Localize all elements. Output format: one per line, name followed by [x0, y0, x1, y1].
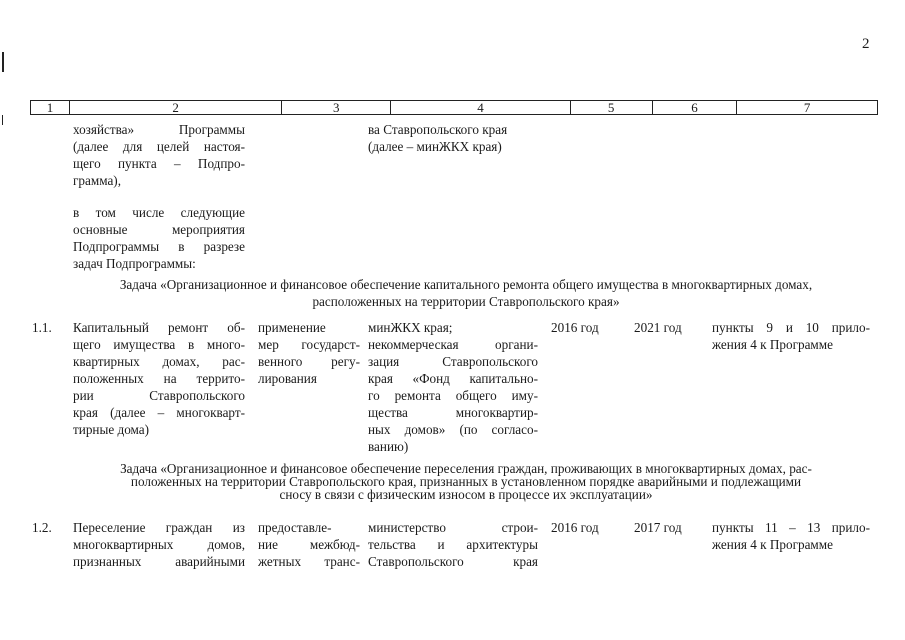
page-number: 2 [862, 36, 870, 52]
row-1-2-reference: пункты 11 – 13 прило- жения 4 к Программе [712, 520, 870, 552]
row-1-1-end-year: 2021 год [634, 320, 682, 335]
scan-margin-mark [2, 115, 3, 125]
row-1-2-start-year: 2016 год [551, 520, 599, 535]
row-1-1-measure: Капитальный ремонт об- щего имущества в много- квартирных домах, рас- положенных на террито- рии Ставропольского края (далее – многокварт- тирные дома) [73, 320, 245, 437]
row-1-1-type: применение мер государст- венного регу- лирования [258, 320, 360, 386]
row-1-2-type: предоставле- ние межбюд- жетных транс- [258, 520, 360, 569]
header-col-5: 5 [571, 101, 653, 114]
row-1-1-start-year: 2016 год [551, 320, 599, 335]
task-1-heading: Задача «Организационное и финансовое обеспечение капитального ремонта общего имущества в многоквартирных домах, расположенных на территории Ставропольского края» [119, 277, 813, 309]
table-header-row [30, 100, 878, 115]
task-2-heading: Задача «Организационное и финансовое обеспечение переселения граждан, проживающих в многоквартирных домах, рас- положенных на территории Ставропольского края, признанных в установленном порядке аварийными и подлежащими сносу в связи с физическим износом в процессе их эксплуатации» [120, 461, 812, 502]
row-1-2-measure: Переселение граждан из многоквартирных домов, признанных аварийными [73, 520, 245, 569]
scan-margin-mark [2, 52, 4, 72]
row-1-1-reference: пункты 9 и 10 прило- жения 4 к Программе [712, 320, 870, 352]
header-col-3: 3 [282, 101, 391, 114]
row-1-2-executor: министерство строи- тельства и архитектуры Ставропольского края [368, 520, 538, 569]
row-1-1-number: 1.1. [32, 320, 52, 335]
header-col-6: 6 [653, 101, 738, 114]
included-measures-text: в том числе следующие основные мероприятия Подпрограммы в разрезе задач Подпрограммы: [73, 205, 245, 271]
continued-col2-text: хозяйства» Программы (далее для целей настоя- щего пункта – Подпро- грамма), [73, 122, 245, 188]
row-1-1-executor: минЖКХ края; некоммерческая органи- зация Ставропольского края «Фонд капитально- го ремонта общего иму- щества многоквартир- ных домов» (по согласо- ванию) [368, 320, 538, 454]
header-col-7: 7 [803, 100, 811, 115]
header-col-1: 1 [31, 101, 70, 114]
row-1-2-end-year: 2017 год [634, 520, 682, 535]
header-col-2: 2 [70, 101, 283, 114]
row-1-2-number: 1.2. [32, 520, 52, 535]
continued-col4-text: ва Ставропольского края (далее – минЖКХ края) [368, 122, 508, 154]
header-col-4: 4 [391, 101, 571, 114]
